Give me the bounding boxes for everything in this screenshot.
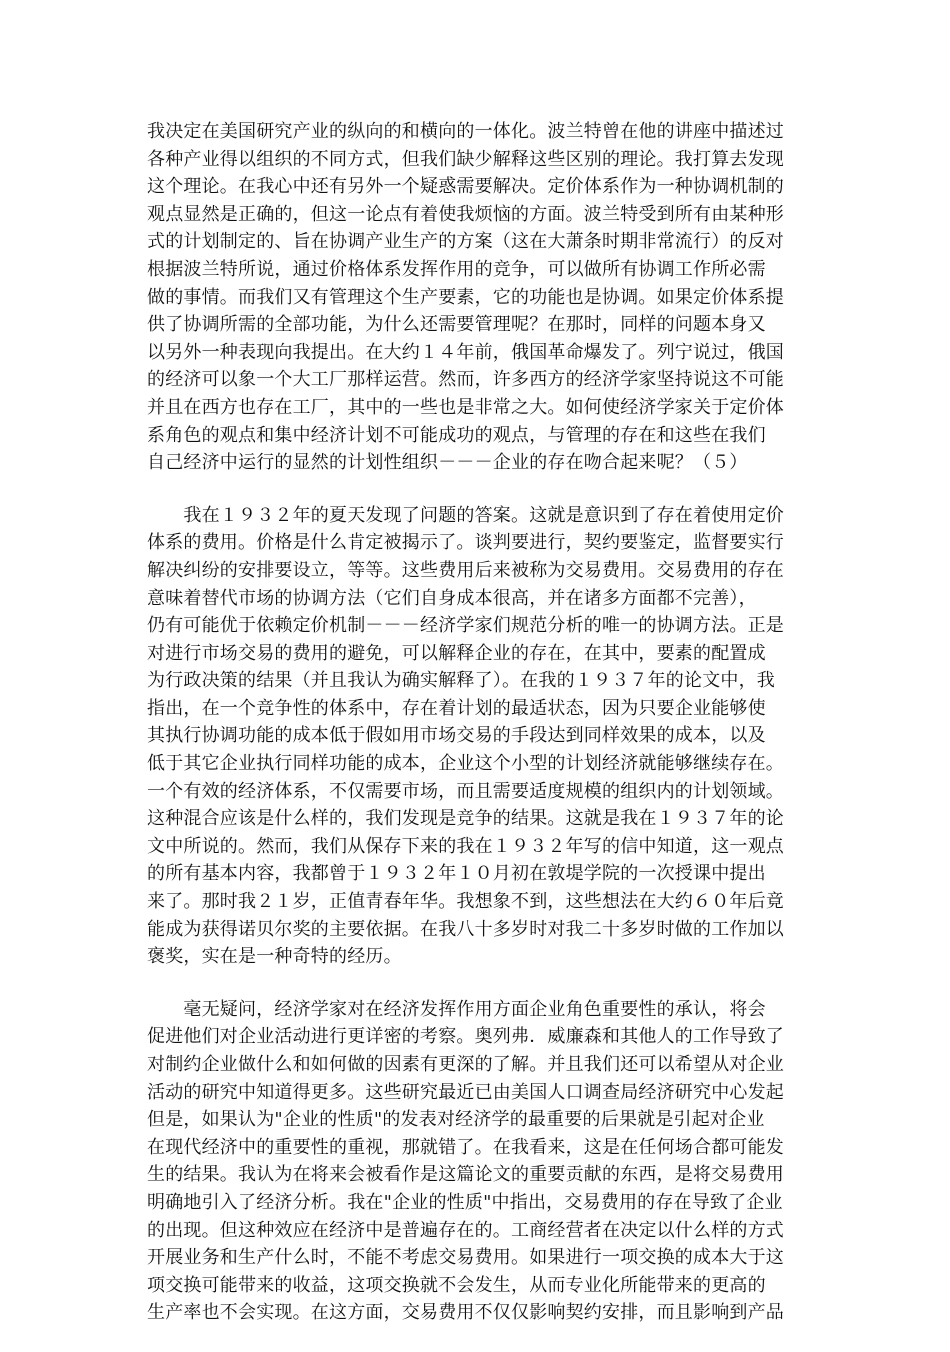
text-line: 来了。那时我２１岁，正值青春年华。我想象不到，这些想法在大约６０年后竟 <box>147 891 784 913</box>
paragraph-2 <box>147 502 809 971</box>
paragraph-1 <box>147 118 809 477</box>
text-line: 生产率也不会实现。在这方面，交易费用不仅仅影响契约安排，而且影响到产品 <box>147 1302 784 1324</box>
text-line: 我决定在美国研究产业的纵向的和横向的一体化。波兰特曾在他的讲座中描述过 <box>147 121 784 142</box>
text-line: 式的计划制定的、旨在协调产业生产的方案（这在大萧条时期非常流行）的反对 <box>147 231 784 253</box>
text-line: 能成为获得诺贝尔奖的主要依据。在我八十多岁时对我二十多岁时做的工作加以 <box>147 918 784 940</box>
text-line: 在现代经济中的重要性的重视，那就错了。在我看来，这是在任何场合都可能发 <box>147 1136 784 1158</box>
text-line: 一个有效的经济体系，不仅需要市场，而且需要适度规模的组织内的计划领域。 <box>147 780 784 802</box>
text-line: 做的事情。而我们又有管理这个生产要素，它的功能也是协调。如果定价体系提 <box>147 286 784 308</box>
text-line: 的所有基本内容，我都曾于１９３２年１０月初在敦堤学院的一次授课中提出 <box>147 863 766 885</box>
text-line: 自己经济中运行的显然的计划性组织－－－企业的存在吻合起来呢？（５） <box>147 452 748 474</box>
text-line: 并且在西方也存在工厂，其中的一些也是非常之大。如何使经济学家关于定价体 <box>147 396 784 418</box>
text-line: 的出现。但这种效应在经济中是普遍存在的。工商经营者在决定以什么样的方式 <box>147 1219 784 1241</box>
text-line: 低于其它企业执行同样功能的成本，企业这个小型的计划经济就能够继续存在。 <box>147 753 784 775</box>
text-line: 明确地引入了经济分析。我在"企业的性质"中指出，交易费用的存在导致了企业 <box>147 1191 783 1213</box>
text-line: 对制约企业做什么和如何做的因素有更深的了解。并且我们还可以希望从对企业 <box>147 1054 784 1075</box>
text-line: 这种混合应该是什么样的，我们发现是竞争的结果。这就是我在１９３７年的论 <box>147 808 784 830</box>
text-line: 文中所说的。然而，我们从保存下来的我在１９３２年写的信中知道，这一观点 <box>147 835 784 857</box>
text-line: 活动的研究中知道得更多。这些研究最近已由美国人口调查局经济研究中心发起 <box>147 1081 784 1103</box>
text-line: 我在１９３２年的夏天发现了问题的答案。这就是意识到了存在着使用定价 <box>147 504 784 526</box>
text-line: 各种产业得以组织的不同方式，但我们缺少解释这些区别的理论。我打算去发现 <box>147 148 784 170</box>
text-line: 毫无疑问，经济学家对在经济发挥作用方面企业角色重要性的承认，将会 <box>147 998 766 1020</box>
text-line: 解决纠纷的安排要设立，等等。这些费用后来被称为交易费用。交易费用的存在 <box>147 559 784 581</box>
text-line: 但是，如果认为"企业的性质"的发表对经济学的最重要的后果就是引起对企业 <box>147 1109 765 1131</box>
text-line: 项交换可能带来的收益，这项交换就不会发生，从而专业化所能带来的更高的 <box>147 1274 766 1296</box>
text-line: 根据波兰特所说，通过价格体系发挥作用的竞争，可以做所有协调工作所必需 <box>147 258 766 280</box>
text-line: 仍有可能优于依赖定价机制－－－经济学家们规范分析的唯一的协调方法。正是 <box>147 615 784 637</box>
text-line: 指出，在一个竞争性的体系中，存在着计划的最适状态，因为只要企业能够使 <box>147 697 766 719</box>
text-line: 其执行协调功能的成本低于假如用市场交易的手段达到同样效果的成本，以及 <box>147 725 766 747</box>
text-line: 以另外一种表现向我提出。在大约１４年前，俄国革命爆发了。列宁说过，俄国 <box>147 341 784 363</box>
text-line: 生的结果。我认为在将来会被看作是这篇论文的重要贡献的东西，是将交易费用 <box>147 1164 784 1186</box>
text-line: 观点显然是正确的，但这一论点有着使我烦恼的方面。波兰特受到所有由某种形 <box>147 203 784 225</box>
text-line: 系角色的观点和集中经济计划不可能成功的观点，与管理的存在和这些在我们 <box>147 424 766 446</box>
text-line: 意味着替代市场的协调方法（它们自身成本很高，并在诸多方面都不完善）， <box>147 587 757 609</box>
paragraph-3 <box>147 996 809 1327</box>
text-line: 这个理论。在我心中还有另外一个疑惑需要解决。定价体系作为一种协调机制的 <box>147 176 784 198</box>
document-body <box>147 118 809 1352</box>
text-line: 为行政决策的结果（并且我认为确实解释了）。在我的１９３７年的论文中，我 <box>147 670 775 692</box>
text-line: 体系的费用。价格是什么肯定被揭示了。谈判要进行，契约要鉴定，监督要实行 <box>147 532 784 554</box>
text-line: 褒奖，实在是一种奇特的经历。 <box>147 946 402 968</box>
text-line: 对进行市场交易的费用的避免，可以解释企业的存在，在其中，要素的配置成 <box>147 642 766 664</box>
text-line: 开展业务和生产什么时，不能不考虑交易费用。如果进行一项交换的成本大于这 <box>147 1247 784 1269</box>
text-line: 供了协调所需的全部功能，为什么还需要管理呢？在那时，同样的问题本身又 <box>147 314 766 336</box>
text-line: 的经济可以象一个大工厂那样运营。然而，许多西方的经济学家坚持说这不可能 <box>147 369 784 391</box>
text-line: 促进他们对企业活动进行更详密的考察。奥列弗．威廉森和其他人的工作导致了 <box>147 1026 784 1048</box>
